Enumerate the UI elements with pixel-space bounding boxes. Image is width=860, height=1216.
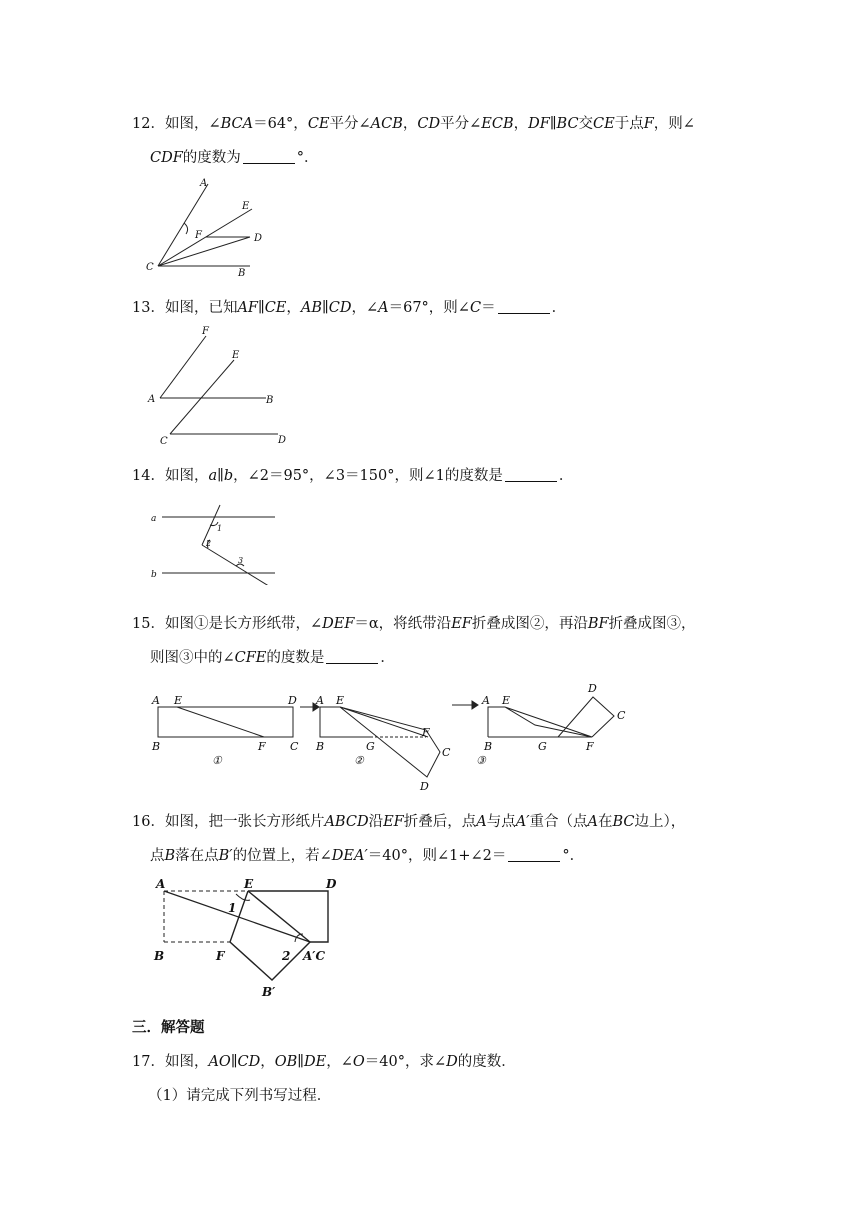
q15-f1-label-a: A: [152, 694, 160, 707]
q12-label-d: D: [254, 233, 263, 244]
q15-f2-label-c: C: [442, 746, 451, 759]
q15-f1-label-c: C: [290, 740, 299, 753]
answer-blank[interactable]: [505, 467, 557, 482]
q16-label-apc: A′C: [303, 949, 326, 963]
section-title: 三．解答题: [132, 1020, 205, 1036]
q13-label-f: F: [202, 326, 209, 337]
q12-label-a: A: [200, 178, 208, 189]
q12-line2: CDF的度数为 °．: [150, 150, 319, 166]
q14-figure: [140, 500, 290, 585]
q15-caption-3: ③: [476, 754, 486, 767]
q14-label-a: a: [151, 514, 157, 524]
q16-label-f: F: [216, 949, 225, 963]
answer-blank[interactable]: [326, 649, 378, 664]
q13-label-b: B: [266, 395, 274, 406]
q15-f3-label-f: F: [586, 740, 594, 753]
q14-label-3: 3: [238, 556, 244, 565]
q16-label-d: D: [326, 877, 337, 891]
q15-caption-1: ①: [212, 754, 222, 767]
q15-f2-label-d: D: [420, 780, 429, 793]
q16-label-e: E: [244, 877, 254, 891]
q12-label-f: F: [195, 230, 202, 241]
q15-caption-2: ②: [354, 754, 364, 767]
q13-label-e: E: [232, 350, 240, 361]
q13-label-d: D: [278, 435, 287, 446]
q15-f3-label-a: A: [482, 694, 490, 707]
q15-f3-label-b: B: [484, 740, 493, 753]
q16-label-2: 2: [282, 949, 291, 963]
q16-label-bp: B′: [262, 985, 276, 999]
q16-figure: [140, 872, 350, 1002]
q15-f1-label-e: E: [174, 694, 183, 707]
q14-label-b: b: [151, 570, 157, 580]
q12-label-c: C: [146, 262, 154, 273]
q15-line1: 15．如图①是长方形纸带，∠DEF＝α，将纸带沿EF折叠成图②，再沿BF折叠成图③，: [132, 616, 696, 632]
q14-label-1: 1: [217, 524, 223, 533]
q15-f3-label-e: E: [502, 694, 511, 707]
q12-line1: 12．如图，∠BCA＝64°，CE平分∠ACB，CD平分∠ECB，DF∥BC交CE于点F，则∠: [132, 116, 695, 132]
q16-label-a: A: [156, 877, 166, 891]
q13-line1: 13．如图，已知AF∥CE，AB∥CD，∠A＝67°，则∠C＝ ．: [132, 300, 567, 316]
answer-blank[interactable]: [498, 299, 550, 314]
q16-line2: 点B落在点B′的位置上，若∠DEA′＝40°，则∠1+∠2＝ °．: [150, 848, 585, 864]
q15-f2-label-e: E: [336, 694, 345, 707]
q14-label-2: 2: [206, 539, 212, 548]
answer-blank[interactable]: [243, 149, 295, 164]
q14-line1: 14．如图，a∥b，∠2＝95°，∠3＝150°，则∠1的度数是 ．: [132, 468, 574, 484]
q12-label-e: E: [242, 201, 250, 212]
q15-f1-label-b: B: [152, 740, 161, 753]
q15-f3-label-d: D: [588, 682, 597, 695]
q15-f2-label-a: A: [316, 694, 324, 707]
q15-f1-label-f: F: [258, 740, 266, 753]
q12-figure: [140, 172, 270, 282]
q15-f3-label-c: C: [617, 709, 626, 722]
q17-sub1: （1）请完成下列书写过程．: [148, 1088, 332, 1104]
q15-f2-label-f: F: [422, 726, 430, 739]
q13-label-a: A: [148, 394, 156, 405]
q15-line2: 则图③中的∠CFE的度数是 ．: [150, 650, 395, 666]
q15-f3-label-g: G: [538, 740, 547, 753]
q16-line1: 16．如图，把一张长方形纸片ABCD沿EF折叠后，点A与点A′重合（点A在BC边上），: [132, 814, 686, 830]
q12-label-b: B: [238, 268, 246, 279]
q13-label-c: C: [160, 436, 168, 447]
q17-line1: 17．如图，AO∥CD，OB∥DE，∠O＝40°，求∠D的度数．: [132, 1054, 516, 1070]
q13-figure: [140, 322, 300, 447]
q16-label-b: B: [154, 949, 165, 963]
q16-label-1: 1: [228, 901, 237, 915]
q15-f1-label-d: D: [288, 694, 297, 707]
answer-blank[interactable]: [508, 847, 560, 862]
q15-f2-label-g: G: [366, 740, 375, 753]
q15-figure: [140, 680, 660, 800]
q15-f2-label-b: B: [316, 740, 325, 753]
